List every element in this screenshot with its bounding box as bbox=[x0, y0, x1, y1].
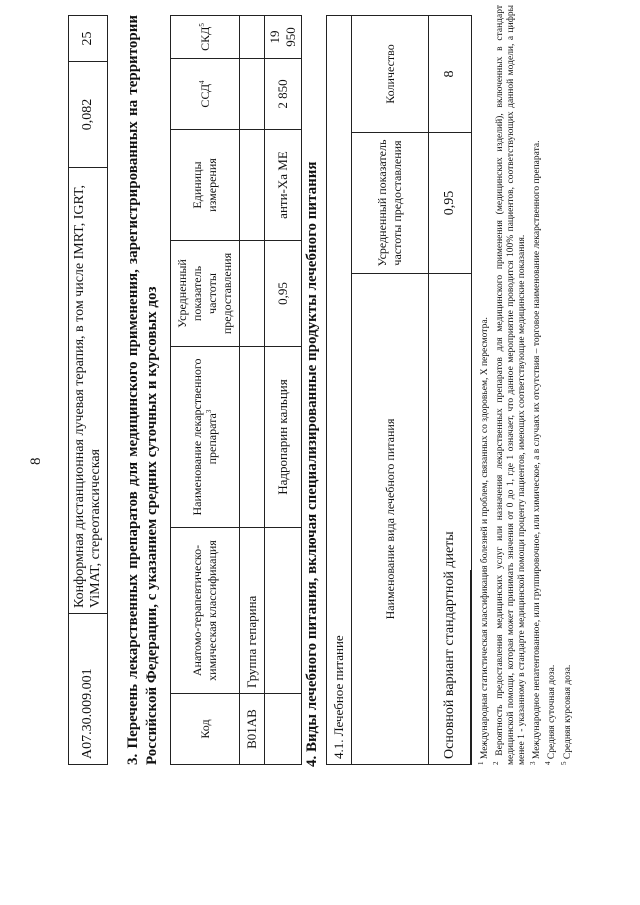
page-number: 8 bbox=[28, 457, 44, 465]
nutrition-quantity: 8 bbox=[429, 16, 472, 133]
section-3-heading: 3. Перечень лекарственных препаратов для медицинского применения, зарегистрированных на территории Российской Федерации, с указанием средних суточных и курсовых доз bbox=[125, 15, 160, 765]
drug-ssd: 2 850 bbox=[265, 59, 302, 130]
header-quantity: Количество bbox=[352, 16, 429, 133]
table-row bbox=[265, 16, 302, 765]
header-units: Единицы измерения bbox=[171, 130, 240, 241]
drug-avg-frequency: 0,95 bbox=[265, 241, 302, 347]
footnote: $^5$ Средняя курсовая доза. bbox=[559, 664, 573, 765]
nutrition-avg-frequency: 0,95 bbox=[429, 133, 472, 274]
header-ssd: ССД$^4$ bbox=[171, 59, 240, 130]
header-skd: СКД$^5$ bbox=[171, 16, 240, 59]
table-header-row bbox=[171, 16, 240, 765]
drugs-table bbox=[170, 15, 302, 765]
nutrition-name: Основной вариант стандартной диеты bbox=[429, 274, 472, 765]
header-code: Код bbox=[171, 694, 240, 765]
drug-skd: 19 950 bbox=[265, 16, 302, 59]
service-name: Конформная дистанционная лучевая терапия, в том числе IMRT, IGRT, ViMAT, стереотаксическая bbox=[69, 168, 108, 614]
section-4-heading: 4. Виды лечебного питания, включая специализированные продукты лечебного питания bbox=[304, 161, 320, 767]
table-row bbox=[69, 16, 108, 765]
group-atc: Группа гепарина bbox=[240, 528, 265, 694]
drug-name: Надропарин кальция bbox=[265, 347, 302, 528]
footnote-ref-3: 3 bbox=[205, 409, 213, 414]
nutrition-table bbox=[326, 15, 472, 765]
header-avg-frequency: Усредненный показатель частоты предоставления bbox=[171, 241, 240, 347]
subsection-title: 4.1. Лечебное питание bbox=[327, 16, 352, 765]
footnote-ref-4: 4 bbox=[197, 80, 206, 84]
table-header-row bbox=[352, 16, 429, 765]
footnote: $^4$ Средняя суточная доза. bbox=[544, 664, 558, 765]
services-table-tail bbox=[68, 15, 108, 765]
service-count: 25 bbox=[69, 16, 108, 62]
table-row bbox=[429, 16, 472, 765]
service-code: A07.30.009.001 bbox=[69, 614, 108, 765]
footnotes bbox=[476, 5, 574, 765]
footnote: $^2$ Вероятность предоставления медицинских услуг или назначения лекарственных препаратов для медицинского применения (медицинских изделий), включенных в стандарт медицинской помощи, которая может принимать значения от 0 до 1, где 1 означает, что данное мероприятие проводится 100% пациентов, соответствующих данной модели, а цифры менее 1 - указанному в стандарте медицинской помощи проценту пациентов, имеющих соответствующие медицинские показания. bbox=[492, 5, 528, 765]
group-code: B01AB bbox=[240, 694, 265, 765]
table-row bbox=[327, 16, 352, 765]
footnote-ref-5: 5 bbox=[197, 23, 206, 27]
header-nutrition-name: Наименование вида лечебного питания bbox=[352, 274, 429, 765]
header-avg-frequency: Усредненный показатель частоты предоставления bbox=[352, 133, 429, 274]
footnote-separator bbox=[470, 570, 471, 765]
drug-units: анти-Ха МЕ bbox=[265, 130, 302, 241]
footnote: $^1$ Международная статистическая классификация болезней и проблем, связанных со здоровьем, X пересмотра. bbox=[477, 317, 491, 765]
header-drug-name: Наименование лекарственного препарата$^3$ bbox=[171, 347, 240, 528]
service-frequency: 0,082 bbox=[69, 62, 108, 168]
table-row bbox=[240, 16, 265, 765]
footnote: $^3$ Международное непатентованное, или группировочное, или химическое, а в случаях их отсутствия – торговое наименование лекарственного препарата. bbox=[529, 140, 543, 765]
header-atc: Анатомо-терапевтическо-химическая классификация bbox=[171, 528, 240, 694]
